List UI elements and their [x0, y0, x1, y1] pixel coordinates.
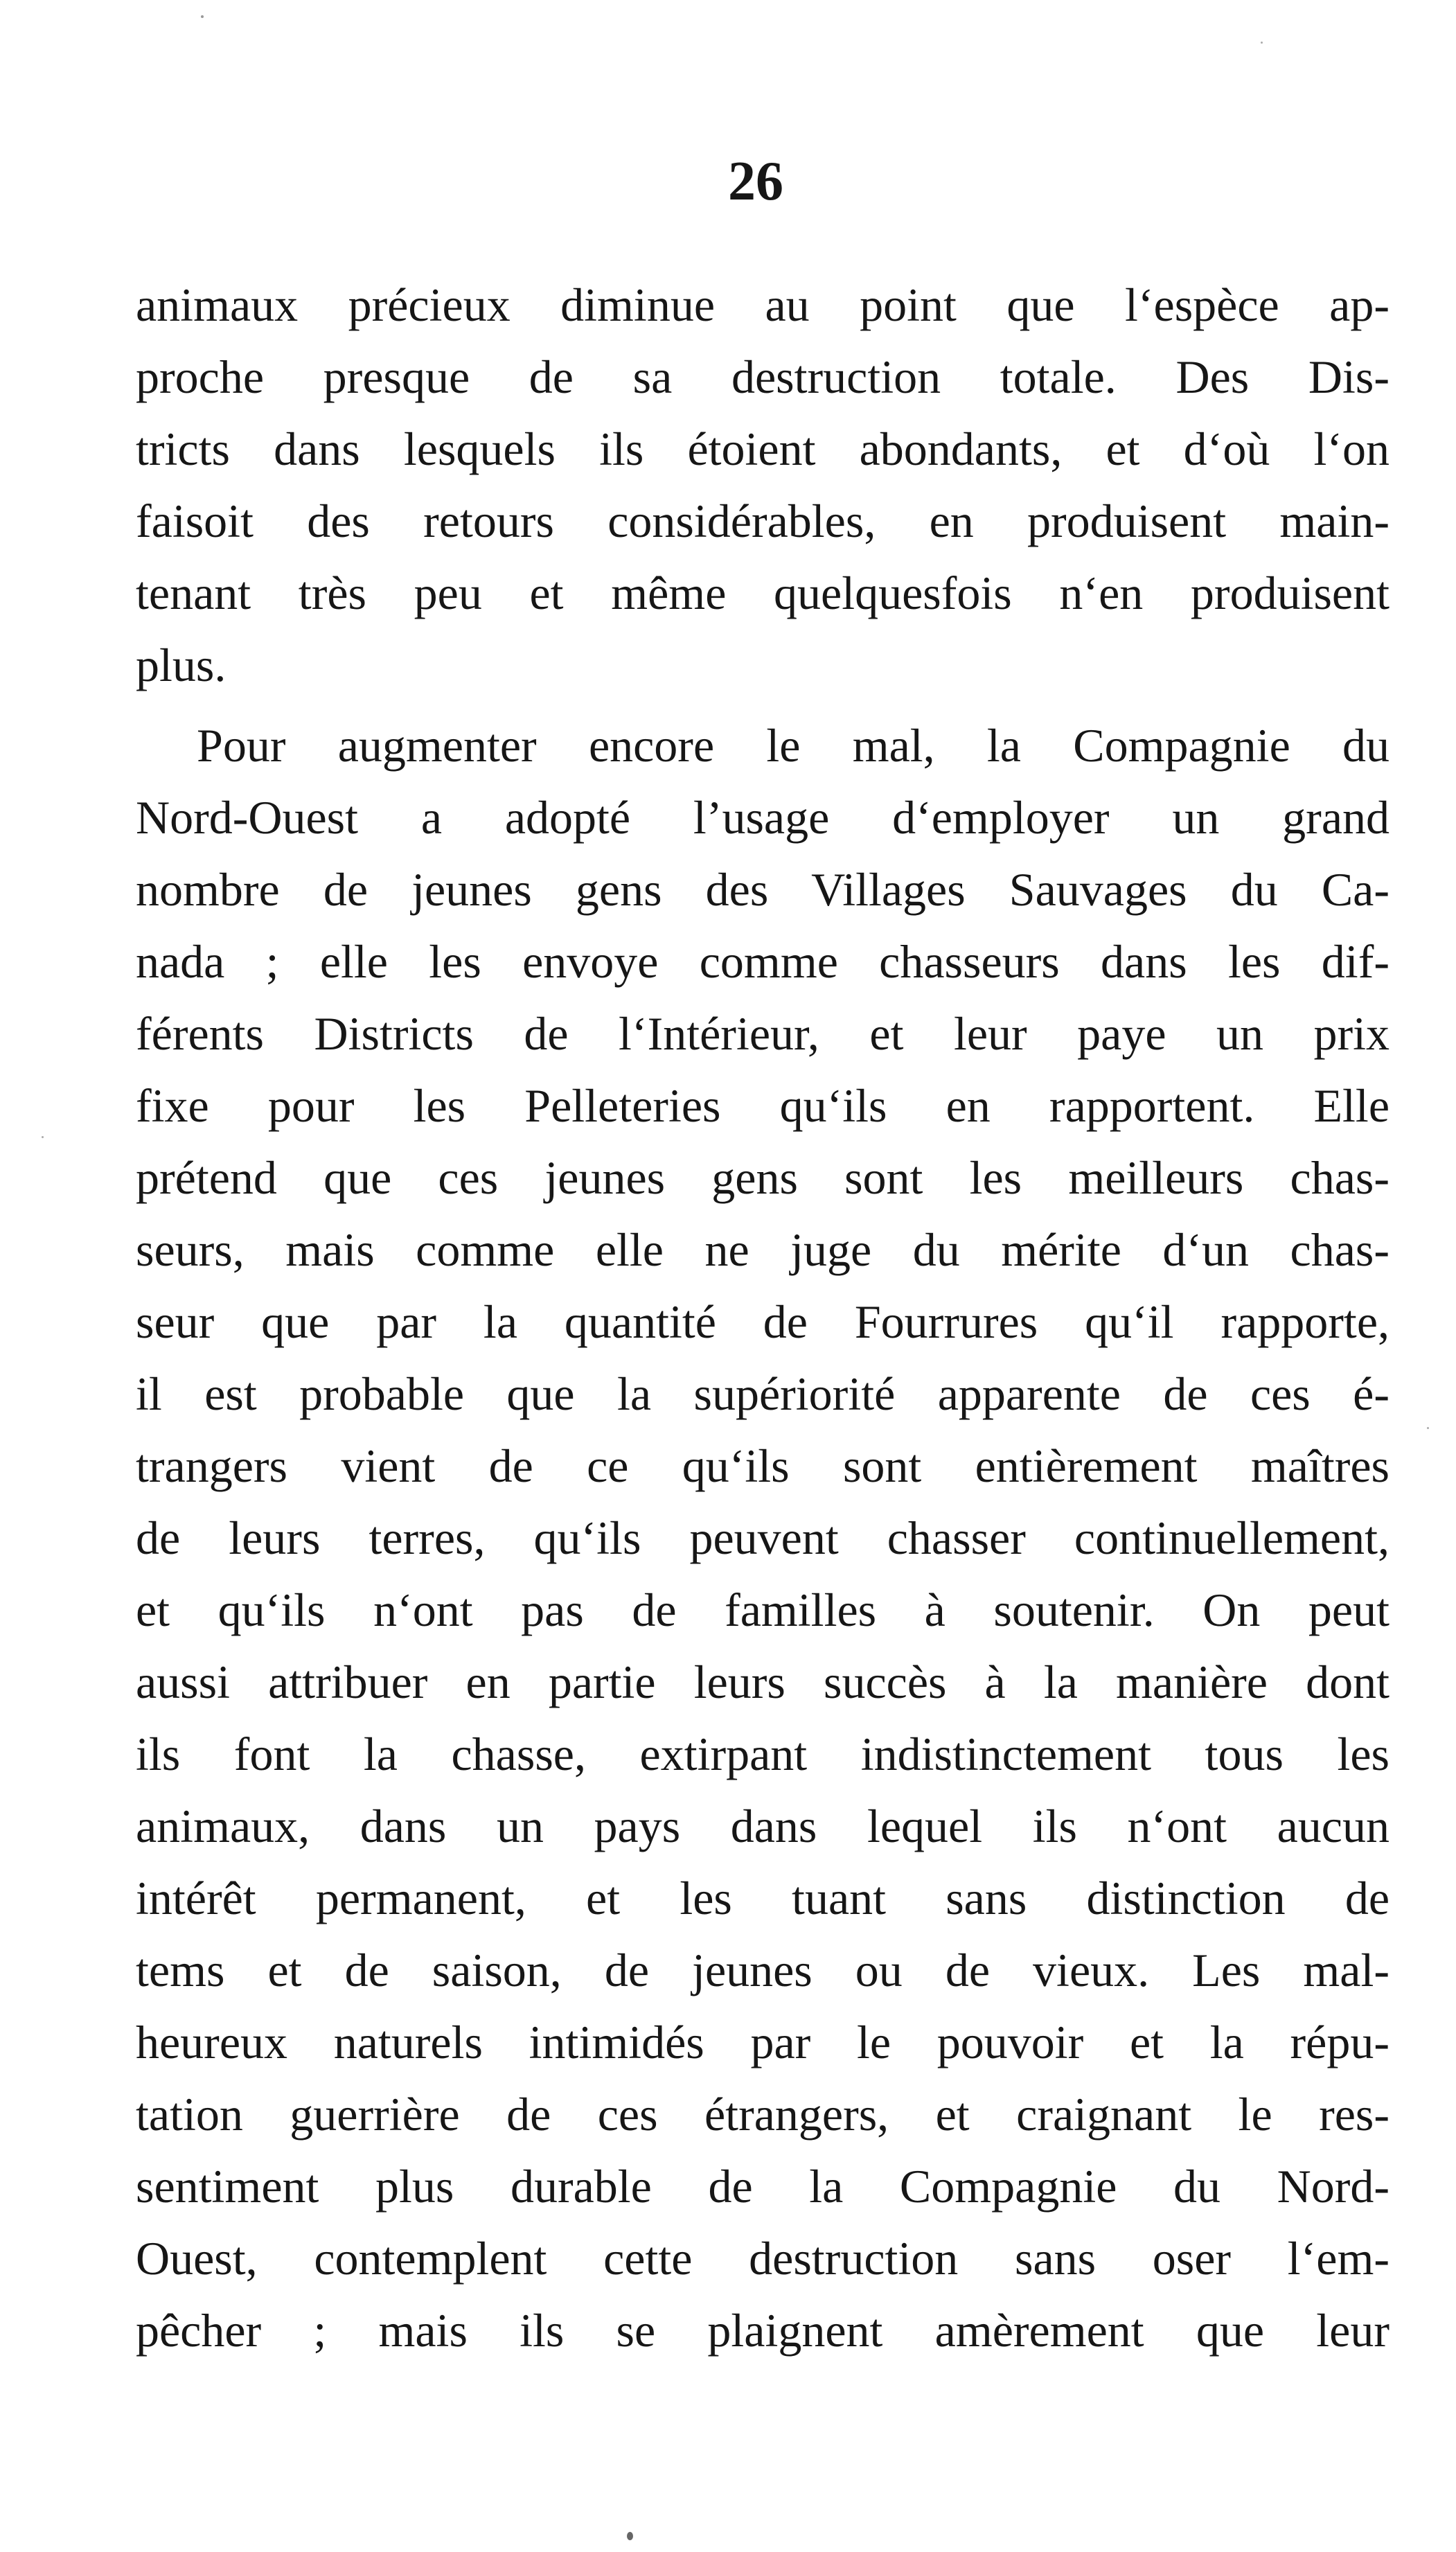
scan-speck [1261, 42, 1263, 44]
text-line: férents Districts de l‘Intérieur, et leur paye un prix [136, 1007, 1390, 1060]
text-line: intérêt permanent, et les tuant sans distinction de [136, 1872, 1390, 1924]
text-line: fixe pour les Pelleteries qu‘ils en rapportent. Elle [136, 1079, 1390, 1132]
paragraph-2 [136, 709, 1390, 2366]
text-line: seur que par la quantité de Fourrures qu‘il rapporte, [136, 1295, 1390, 1348]
text-line: Nord-Ouest a adopté l’usage d‘employer un grand [136, 791, 1390, 844]
scan-speck [1427, 1427, 1429, 1429]
text-line: aussi attribuer en partie leurs succès à la manière dont [136, 1656, 1390, 1708]
text-line: et qu‘ils n‘ont pas de familles à soutenir. On peut [136, 1584, 1390, 1636]
scan-speck [627, 2532, 633, 2540]
text-line: tation guerrière de ces étrangers, et craignant le res- [136, 2088, 1390, 2141]
paragraph-gap [136, 701, 1390, 709]
text-line: il est probable que la supériorité apparente de ces é- [136, 1367, 1390, 1420]
scan-speck [42, 1136, 44, 1138]
text-line: nombre de jeunes gens des Villages Sauvages du Ca- [136, 863, 1390, 916]
page-number: 26 [728, 151, 783, 212]
text-line: pêcher ; mais ils se plaignent amèrement que leur [136, 2304, 1390, 2357]
text-line: sentiment plus durable de la Compagnie du Nord- [136, 2160, 1390, 2213]
text-line: nada ; elle les envoye comme chasseurs dans les dif- [136, 935, 1390, 988]
text-line: tricts dans lesquels ils étoient abondants, et d‘où l‘on [136, 423, 1390, 475]
text-line: trangers vient de ce qu‘ils sont entièrement maîtres [136, 1439, 1390, 1492]
text-line: ils font la chasse, extirpant indistinctement tous les [136, 1728, 1390, 1780]
text-line: Ouest, contemplent cette destruction sans oser l‘em- [136, 2232, 1390, 2285]
text-line: tems et de saison, de jeunes ou de vieux. Les mal- [136, 1944, 1390, 1996]
text-line: tenant très peu et même quelquesfois n‘en produisent [136, 567, 1390, 619]
text-line: plus. [136, 639, 227, 691]
text-line: prétend que ces jeunes gens sont les meilleurs chas- [136, 1151, 1390, 1204]
text-line: animaux, dans un pays dans lequel ils n‘ont aucun [136, 1800, 1390, 1852]
text-line: faisoit des retours considérables, en produisent main- [136, 495, 1390, 547]
scan-speck [201, 15, 204, 18]
paragraph-1 [136, 269, 1390, 701]
text-line: Pour augmenter encore le mal, la Compagnie du [197, 719, 1390, 772]
text-line: proche presque de sa destruction totale. Des Dis- [136, 351, 1390, 403]
text-line: heureux naturels intimidés par le pouvoir et la répu- [136, 2016, 1390, 2068]
text-line: de leurs terres, qu‘ils peuvent chasser continuellement, [136, 1512, 1390, 1564]
text-block [136, 269, 1390, 2366]
text-line: seurs, mais comme elle ne juge du mérite d‘un chas- [136, 1223, 1390, 1276]
text-line: animaux précieux diminue au point que l‘espèce ap- [136, 278, 1390, 331]
